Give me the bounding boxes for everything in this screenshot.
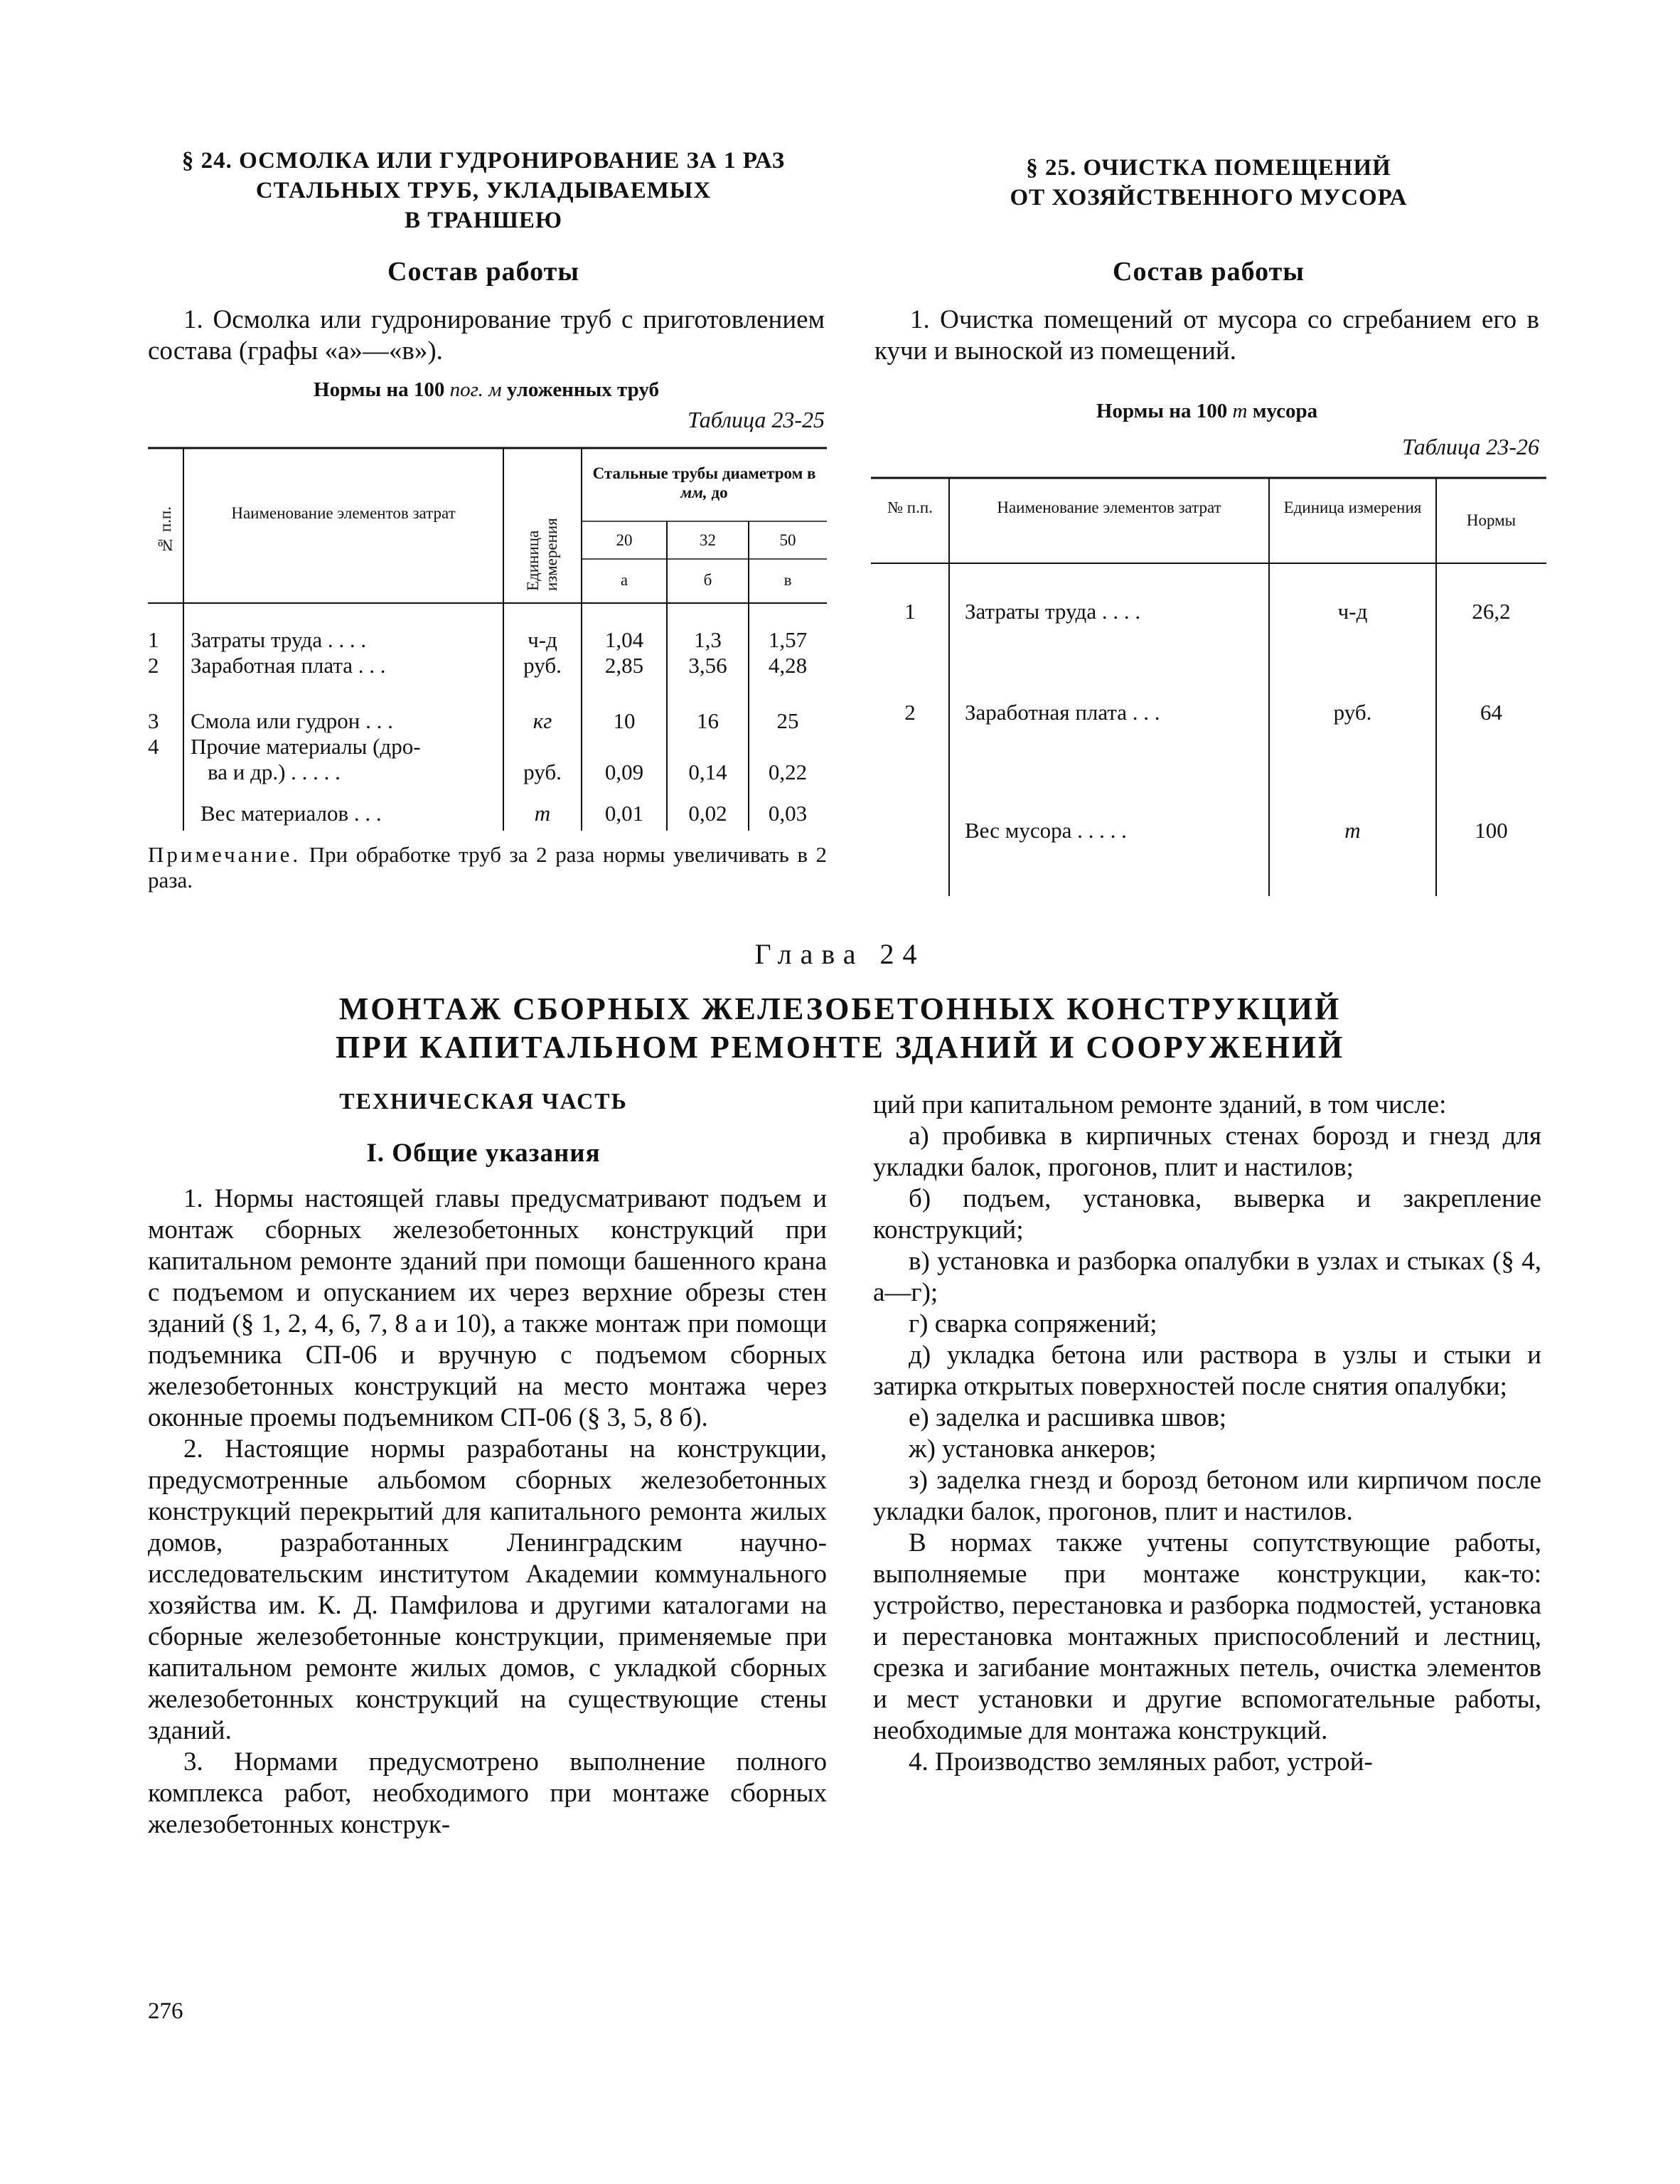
row-val: 0,09 bbox=[604, 760, 644, 784]
th-unit: Единица измерения bbox=[524, 517, 560, 591]
table-row: 1 bbox=[904, 599, 916, 624]
row-val: 0,14 bbox=[688, 760, 727, 784]
th-d32: 32 bbox=[700, 531, 716, 549]
row-name: Затраты труда . . . . bbox=[191, 627, 367, 652]
table-label-23-25: Таблица 23-25 bbox=[687, 407, 825, 432]
row-val: 26,2 bbox=[1472, 599, 1511, 624]
row-name: Затраты труда . . . . bbox=[965, 599, 1141, 624]
th-name: Наименование элементов затрат bbox=[231, 504, 456, 522]
th-num: № п.п. bbox=[156, 506, 174, 554]
section-25-title: § 25. ОЧИСТКА ПОМЕЩЕНИЙ ОТ ХОЗЯЙСТВЕННОГО МУСОРА bbox=[1010, 155, 1408, 211]
row-val: 4,28 bbox=[768, 653, 808, 678]
row-unit: руб. bbox=[1333, 700, 1372, 725]
row-val: 25 bbox=[776, 708, 799, 733]
row-val: 64 bbox=[1480, 700, 1502, 725]
row-name: Смола или гудрон . . . bbox=[191, 708, 393, 733]
th-norm-26: Нормы bbox=[1466, 511, 1516, 529]
row-val: 2,85 bbox=[604, 653, 644, 678]
chapter-number: Глава 24 bbox=[754, 938, 926, 970]
body-right-column bbox=[873, 1090, 1541, 1778]
paragraph-also: В нормах также учтены сопутствующие работы, выполняемые при монтаже конструкции, как-то: устройство, перестановка и разборка подмостей, установка и перестановка монтажных приспособлений и лестниц, срезка и загибание монтажных петель, очистка элементов и мест установки и другие вспомогательные работы, необходимые для монтажа конструкций. bbox=[873, 1528, 1541, 1745]
section-24-title: § 24. ОСМОЛКА ИЛИ ГУДРОНИРОВАНИЕ ЗА 1 РАЗ СТАЛЬНЫХ ТРУБ, УКЛАДЫВАЕМЫХ В ТРАНШЕЮ bbox=[181, 148, 786, 233]
row-val: 100 bbox=[1475, 818, 1508, 843]
table-row: 4 bbox=[148, 734, 159, 759]
table-label-23-26: Таблица 23-26 bbox=[1402, 434, 1539, 459]
row-unit: руб. bbox=[523, 653, 562, 678]
list-item: г) сварка сопряжений; bbox=[909, 1309, 1157, 1338]
table-23-25 bbox=[148, 447, 827, 831]
work-text-24: 1. Осмолка или гудронирование труб с приготовлением состава (графы «а»—«в»). bbox=[148, 305, 825, 366]
th-b: б bbox=[703, 571, 712, 589]
norms-caption-25: Нормы на 100 т мусора bbox=[1096, 400, 1318, 422]
table-23-26 bbox=[871, 476, 1546, 896]
list-item: е) заделка и расшивка швов; bbox=[909, 1403, 1227, 1432]
row-unit: т bbox=[534, 801, 551, 826]
work-text-25: 1. Очистка помещений от мусора со сгребанием его в кучи и выноской из помещений. bbox=[874, 305, 1539, 366]
row-unit: т bbox=[1344, 818, 1361, 843]
list-item: а) пробивка в кирпичных стенах борозд и гнезд для укладки балок, прогонов, плит и настилов; bbox=[873, 1122, 1541, 1182]
table-row: 2 bbox=[904, 700, 916, 725]
row-val: 0,02 bbox=[688, 801, 727, 826]
th-name-26: Наименование элементов затрат bbox=[997, 499, 1221, 516]
page-number: 276 bbox=[148, 1998, 183, 2024]
th-d50: 50 bbox=[779, 531, 796, 549]
paragraph-2: 2. Настоящие нормы разработаны на конструкции, предусмотренные альбомом сборных железобетонных конструкций перекрытий для капитального ремонта жилых домов, разработанных Ленинградским научно-исследовательским институтом Академии коммунального хозяйства им. К. Д. Памфилова и другими каталогами на сборные железобетонные конструкции, применяемые при капитальном ремонте жилых домов, с укладкой сборных железобетонных конструкций на существующие стены зданий. bbox=[148, 1434, 827, 1745]
tech-part-heading: ТЕХНИЧЕСКАЯ ЧАСТЬ bbox=[339, 1088, 628, 1114]
table-row: 1 bbox=[148, 627, 159, 652]
table-row: 3 bbox=[148, 708, 159, 733]
paragraph-cont: ций при капитальном ремонте зданий, в том числе: bbox=[873, 1090, 1447, 1119]
th-v: в bbox=[783, 571, 792, 589]
paragraph-4: 4. Производство земляных работ, устрой- bbox=[909, 1747, 1373, 1777]
list-item: д) укладка бетона или раствора в узлы и стыки и затирка открытых поверхностей после снятия опалубки; bbox=[873, 1341, 1541, 1401]
list-item: ж) установка анкеров; bbox=[909, 1434, 1157, 1464]
norms-caption-24: Нормы на 100 пог. м уложенных труб bbox=[314, 378, 659, 401]
work-heading-25: Состав работы bbox=[1113, 257, 1305, 287]
th-a: а bbox=[620, 571, 628, 589]
row-name: Вес мусора . . . . . bbox=[965, 818, 1127, 843]
row-val: 0,03 bbox=[768, 801, 808, 826]
row-val: 1,3 bbox=[694, 627, 722, 652]
row-unit: ч-д bbox=[528, 627, 557, 652]
row-unit: ч-д bbox=[1337, 599, 1368, 624]
row-val: 0,22 bbox=[768, 760, 808, 784]
row-name: Прочие материалы (дро- bbox=[191, 734, 421, 759]
row-unit: руб. bbox=[523, 760, 562, 784]
list-item: з) заделка гнезд и борозд бетоном или кирпичом после укладки балок, прогонов, плит и настилов. bbox=[873, 1466, 1541, 1526]
th-unit-26: Единица измерения bbox=[1283, 499, 1422, 516]
th-group: Стальные трубы диаметром в мм, до bbox=[592, 464, 816, 501]
th-d20: 20 bbox=[616, 531, 633, 549]
row-name: Заработная плата . . . bbox=[191, 653, 386, 678]
row-val: 0,01 bbox=[604, 801, 644, 826]
row-val: 16 bbox=[697, 708, 719, 733]
th-num-26: № п.п. bbox=[887, 499, 933, 516]
row-name: Вес материалов . . . bbox=[200, 801, 382, 826]
row-val: 1,57 bbox=[768, 627, 808, 652]
paragraph-1: 1. Нормы настоящей главы предусматривают подъем и монтаж сборных железобетонных конструкций при капитальном ремонте зданий при помощи башенного крана с подъемом и опусканием их через верхние обрезы стен зданий (§ 1, 2, 4, 6, 7, 8 а и 10), а также монтаж при помощи подъемника СП-06 и вручную с подъемом сборных железобетонных конструкций на место монтажа через оконные проемы подъемником СП-06 (§ 3, 5, 8 б). bbox=[148, 1184, 827, 1432]
table-row: 2 bbox=[148, 653, 159, 678]
row-val: 10 bbox=[613, 708, 636, 733]
work-heading-24: Состав работы bbox=[387, 257, 579, 287]
note-24: Примечание. При обработке труб за 2 раза нормы увеличивать в 2 раза. bbox=[148, 842, 827, 893]
list-item: б) подъем, установка, выверка и закрепление конструкций; bbox=[873, 1184, 1541, 1245]
chapter-title: МОНТАЖ СБОРНЫХ ЖЕЛЕЗОБЕТОННЫХ КОНСТРУКЦИЙ ПРИ КАПИТАЛЬНОМ РЕМОНТЕ ЗДАНИЙ И СООРУЖЕНИЙ bbox=[335, 991, 1345, 1065]
row-name: Заработная плата . . . bbox=[965, 700, 1160, 725]
list-item: в) установка и разборка опалубки в узлах и стыках (§ 4, а—г); bbox=[873, 1247, 1541, 1307]
general-heading: I. Общие указания bbox=[366, 1139, 601, 1168]
paragraph-3: 3. Нормами предусмотрено выполнение полного комплекса работ, необходимого при монтаже сборных железобетонных конструк- bbox=[148, 1747, 827, 1839]
row-val: 1,04 bbox=[604, 627, 644, 652]
row-unit: кг bbox=[533, 708, 552, 733]
row-val: 3,56 bbox=[688, 653, 727, 678]
row-name-cont: ва и др.) . . . . . bbox=[208, 760, 341, 784]
body-left-column bbox=[148, 1183, 827, 1841]
